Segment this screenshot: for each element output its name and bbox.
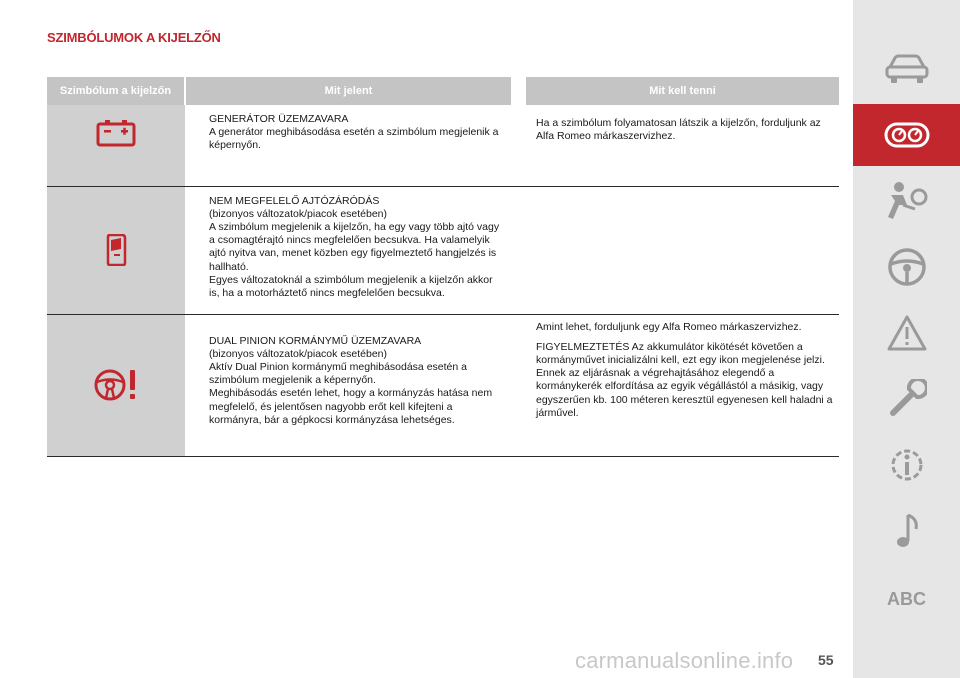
symbol-cell <box>47 186 185 314</box>
page-title: SZIMBÓLUMOK A KIJELZŐN <box>47 30 221 45</box>
steering-warning-icon <box>93 368 139 402</box>
sidebar-item-safety[interactable] <box>853 170 960 232</box>
meaning-cell <box>185 186 512 314</box>
sidebar-item-car[interactable] <box>853 38 960 100</box>
gap-cell <box>512 105 526 186</box>
action-cell <box>526 186 839 314</box>
table-row <box>47 314 839 456</box>
desc-line: (bizonyos változatok/piacok esetében) <box>209 207 388 220</box>
warning-triangle-icon <box>886 314 928 352</box>
desc-line: (bizonyos változatok/piacok esetében) <box>209 347 388 360</box>
desc-line: A szimbólum megjelenik a kijelzőn, ha egy vagy több ajtó vagy a csomagtérajtó nincs megfelelően becsukva. Ha valamelyik ajtó nyitva van, menet közben egy figyelmeztető hangjelzés is hallható. <box>209 220 500 273</box>
desc-line: NEM MEGFELELŐ AJTÓZÁRÓDÁS <box>209 194 380 207</box>
meaning-cell <box>185 314 512 456</box>
gap-cell <box>512 186 526 314</box>
airbag-person-icon <box>885 181 929 221</box>
desc-line: DUAL PINION KORMÁNYMŰ ÜZEMZAVARA <box>209 334 422 347</box>
table-row <box>47 105 839 186</box>
meaning-cell <box>185 105 512 186</box>
desc-line: Egyes változatoknál a szimbólum megjelenik a kijelzőn akkor is, ha a motorháztető nincs megfelelően becsukva. <box>209 273 493 299</box>
header-action: Mit kell tenni <box>526 77 839 105</box>
symbol-cell <box>47 314 185 456</box>
sidebar-item-index[interactable] <box>853 568 960 630</box>
gap-cell <box>512 314 526 456</box>
desc-line: Meghibásodás esetén lehet, hogy a kormányzás hatása nem megfelelő, és jelentősen nagyobb erőt kell kifejteni a kormányra, bár a gépkocsi kormányzása lehetséges. <box>209 387 493 426</box>
action-cell <box>526 105 839 186</box>
table-header-row <box>47 77 839 105</box>
info-gear-icon <box>887 445 927 485</box>
battery-icon <box>96 119 136 147</box>
todo-line: Amint lehet, forduljunk egy Alfa Romeo márkaszervizhez. <box>536 320 802 333</box>
desc-line: Aktív Dual Pinion kormánymű meghibásodása esetén a szimbólum megjelenik a képernyőn. <box>209 360 467 387</box>
car-icon <box>884 53 930 85</box>
action-cell <box>526 314 839 456</box>
desc-line: GENERÁTOR ÜZEMZAVARA <box>209 113 349 125</box>
door-open-icon <box>105 234 127 266</box>
page-number: 55 <box>818 652 834 668</box>
sidebar-item-technical[interactable] <box>853 434 960 496</box>
symbol-table <box>47 77 839 457</box>
table-row <box>47 186 839 314</box>
sidebar-item-driving[interactable] <box>853 236 960 298</box>
dashboard-icon <box>884 121 930 149</box>
header-gap <box>512 77 526 105</box>
header-symbol: Szimbólum a kijelzőn <box>47 77 185 105</box>
watermark: carmanualsonline.info <box>575 648 794 673</box>
sidebar-item-dashboard[interactable] <box>853 104 960 166</box>
desc-line: A generátor meghibásodása esetén a szimbólum megjelenik a képernyőn. <box>209 126 499 152</box>
sidebar-item-multimedia[interactable] <box>853 500 960 562</box>
chapter-sidebar <box>853 0 960 678</box>
todo-line: Ha a szimbólum folyamatosan látszik a kijelzőn, forduljunk az Alfa Romeo márkaszervizhez. <box>536 117 821 143</box>
header-meaning: Mit jelent <box>185 77 512 105</box>
music-note-icon <box>892 511 922 551</box>
symbol-cell <box>47 105 185 186</box>
sidebar-item-maintenance[interactable] <box>853 368 960 430</box>
wrench-icon <box>887 379 927 419</box>
todo-line: FIGYELMEZTETÉS Az akkumulátor kikötését követően a kormányművet inicializálni kell, ezt egy ikon megjelenése jelzi. Ennek az eljárásnak a végrehajtásához elegendő a kormánykerék elfordítása az egyik végállástól a másikig, vagy egyszerűen kb. 100 méteren keresztül egyenesen kell haladni a járművel. <box>536 340 833 419</box>
index-label: ABC <box>887 588 926 609</box>
steering-wheel-icon <box>887 247 927 287</box>
sidebar-item-warnings[interactable] <box>853 302 960 364</box>
